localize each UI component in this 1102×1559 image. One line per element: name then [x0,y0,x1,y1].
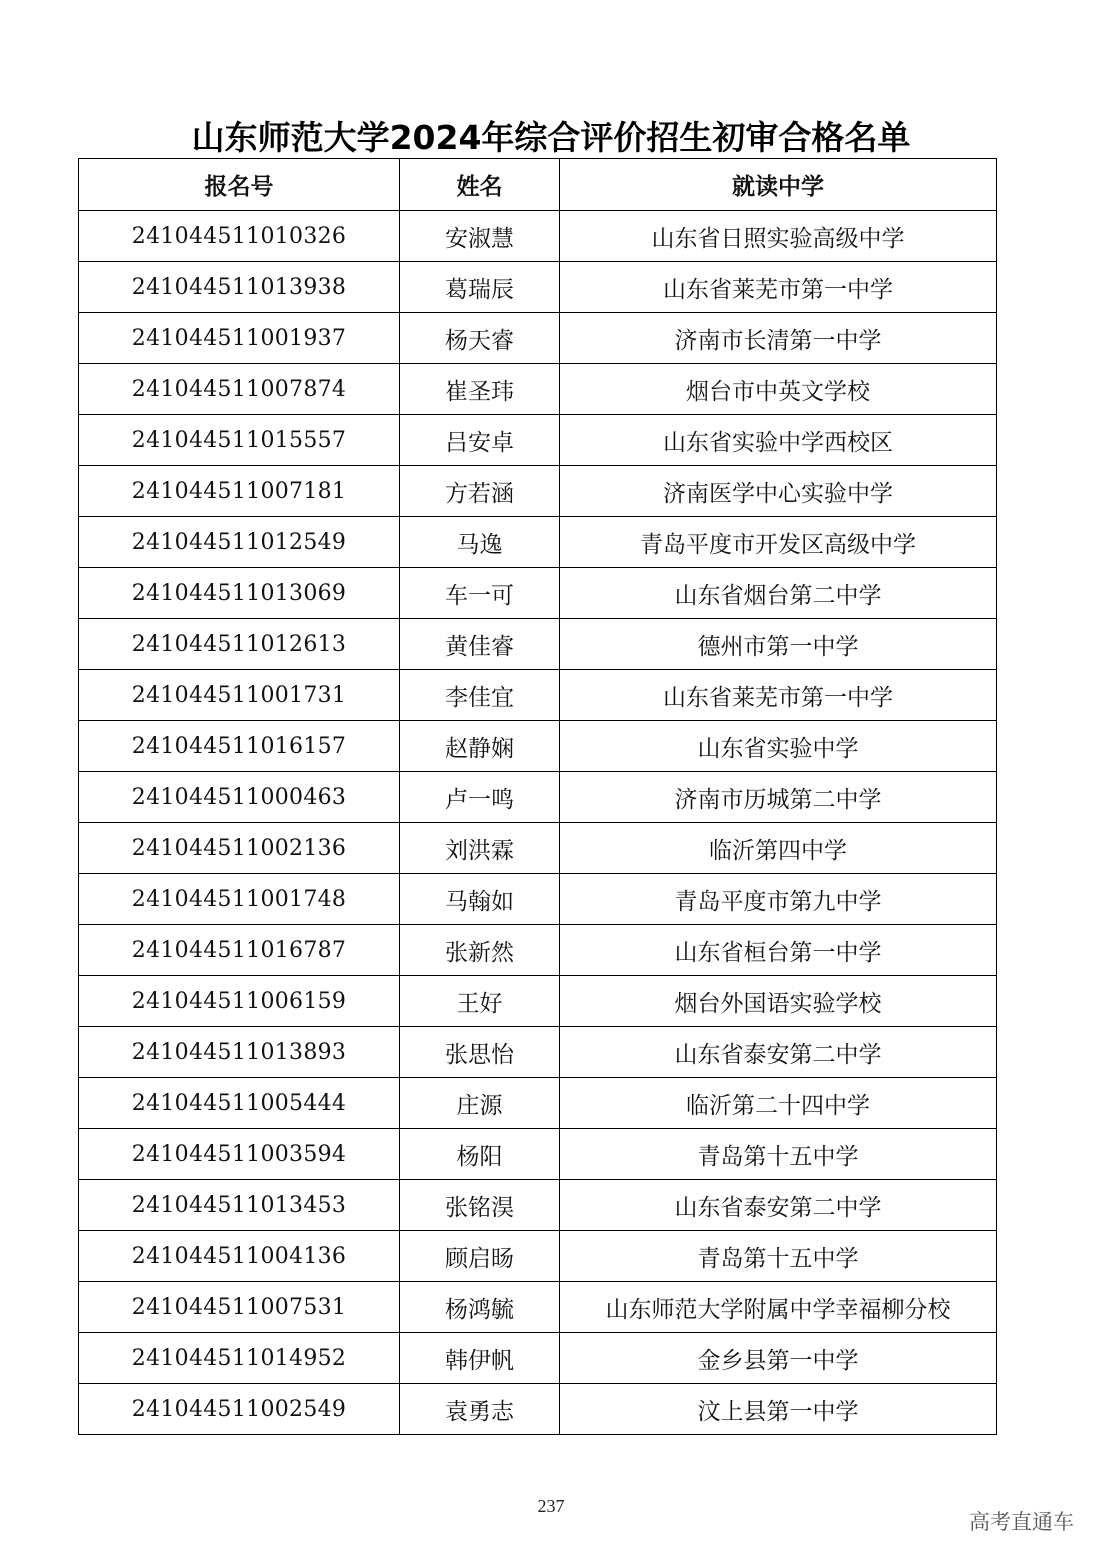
cell-school: 青岛第十五中学 [560,1231,997,1282]
table-row [79,721,997,772]
cell-school: 青岛第十五中学 [560,1129,997,1180]
cell-school: 青岛平度市开发区高级中学 [560,517,997,568]
page-number: 237 [537,1496,565,1516]
table-header-row [79,159,997,211]
cell-registration-number: 241044511003594 [79,1129,400,1180]
cell-name: 杨天睿 [400,313,560,364]
cell-name: 杨阳 [400,1129,560,1180]
cell-registration-number: 241044511015557 [79,415,400,466]
cell-school: 山东省实验中学西校区 [560,415,997,466]
cell-school: 山东省日照实验高级中学 [560,211,997,262]
cell-school: 青岛平度市第九中学 [560,874,997,925]
cell-school: 临沂第四中学 [560,823,997,874]
cell-name: 刘洪霖 [400,823,560,874]
table-row [79,1078,997,1129]
cell-registration-number: 241044511005444 [79,1078,400,1129]
table-row [79,262,997,313]
cell-name: 顾启旸 [400,1231,560,1282]
cell-school: 山东省桓台第一中学 [560,925,997,976]
table-row [79,874,997,925]
cell-registration-number: 241044511001748 [79,874,400,925]
cell-school: 济南市历城第二中学 [560,772,997,823]
page-title: 山东师范大学2024年综合评价招生初审合格名单 [191,118,911,157]
table-row [79,1384,997,1435]
cell-registration-number: 241044511012613 [79,619,400,670]
cell-school: 济南市长清第一中学 [560,313,997,364]
cell-registration-number: 241044511016787 [79,925,400,976]
cell-registration-number: 241044511013069 [79,568,400,619]
cell-school: 济南医学中心实验中学 [560,466,997,517]
cell-school: 德州市第一中学 [560,619,997,670]
cell-name: 杨鸿毓 [400,1282,560,1333]
cell-name: 方若涵 [400,466,560,517]
table-row [79,1027,997,1078]
header-school: 就读中学 [560,159,997,211]
cell-school: 山东省泰安第二中学 [560,1027,997,1078]
table-row [79,568,997,619]
cell-name: 李佳宜 [400,670,560,721]
cell-registration-number: 241044511000463 [79,772,400,823]
table-body [79,211,997,1435]
watermark: 高考直通车 [969,1510,1074,1534]
cell-registration-number: 241044511012549 [79,517,400,568]
cell-name: 韩伊帆 [400,1333,560,1384]
cell-school: 山东省实验中学 [560,721,997,772]
cell-name: 卢一鸣 [400,772,560,823]
cell-name: 马翰如 [400,874,560,925]
cell-registration-number: 241044511007181 [79,466,400,517]
cell-school: 金乡县第一中学 [560,1333,997,1384]
cell-name: 葛瑞辰 [400,262,560,313]
cell-name: 安淑慧 [400,211,560,262]
cell-name: 黄佳睿 [400,619,560,670]
cell-name: 崔圣玮 [400,364,560,415]
cell-registration-number: 241044511013453 [79,1180,400,1231]
table-row [79,772,997,823]
table-row [79,1129,997,1180]
table-row [79,364,997,415]
cell-registration-number: 241044511001731 [79,670,400,721]
table-row [79,670,997,721]
cell-name: 车一可 [400,568,560,619]
cell-name: 吕安卓 [400,415,560,466]
table-row [79,823,997,874]
header-registration-number: 报名号 [79,159,400,211]
cell-school: 烟台市中英文学校 [560,364,997,415]
cell-name: 张思怡 [400,1027,560,1078]
cell-registration-number: 241044511013893 [79,1027,400,1078]
cell-school: 山东省烟台第二中学 [560,568,997,619]
table-row [79,925,997,976]
table-row [79,415,997,466]
cell-registration-number: 241044511007531 [79,1282,400,1333]
cell-school: 烟台外国语实验学校 [560,976,997,1027]
cell-name: 马逸 [400,517,560,568]
header-name: 姓名 [400,159,560,211]
admission-list-table [78,158,997,1435]
cell-school: 临沂第二十四中学 [560,1078,997,1129]
cell-registration-number: 241044511010326 [79,211,400,262]
cell-name: 袁勇志 [400,1384,560,1435]
cell-registration-number: 241044511002136 [79,823,400,874]
cell-registration-number: 241044511001937 [79,313,400,364]
cell-name: 张铭淏 [400,1180,560,1231]
table-row [79,1231,997,1282]
cell-registration-number: 241044511016157 [79,721,400,772]
cell-registration-number: 241044511013938 [79,262,400,313]
cell-name: 庄源 [400,1078,560,1129]
cell-school: 汶上县第一中学 [560,1384,997,1435]
cell-school: 山东省莱芜市第一中学 [560,262,997,313]
table-row [79,1180,997,1231]
table-row [79,1282,997,1333]
table-row [79,976,997,1027]
cell-name: 赵静娴 [400,721,560,772]
cell-name: 王好 [400,976,560,1027]
cell-school: 山东省泰安第二中学 [560,1180,997,1231]
table-row [79,313,997,364]
cell-registration-number: 241044511004136 [79,1231,400,1282]
cell-registration-number: 241044511014952 [79,1333,400,1384]
table-row [79,211,997,262]
cell-name: 张新然 [400,925,560,976]
cell-registration-number: 241044511007874 [79,364,400,415]
cell-school: 山东省莱芜市第一中学 [560,670,997,721]
table-row [79,466,997,517]
table-row [79,1333,997,1384]
cell-school: 山东师范大学附属中学幸福柳分校 [560,1282,997,1333]
table-row [79,619,997,670]
cell-registration-number: 241044511002549 [79,1384,400,1435]
table-row [79,517,997,568]
cell-registration-number: 241044511006159 [79,976,400,1027]
